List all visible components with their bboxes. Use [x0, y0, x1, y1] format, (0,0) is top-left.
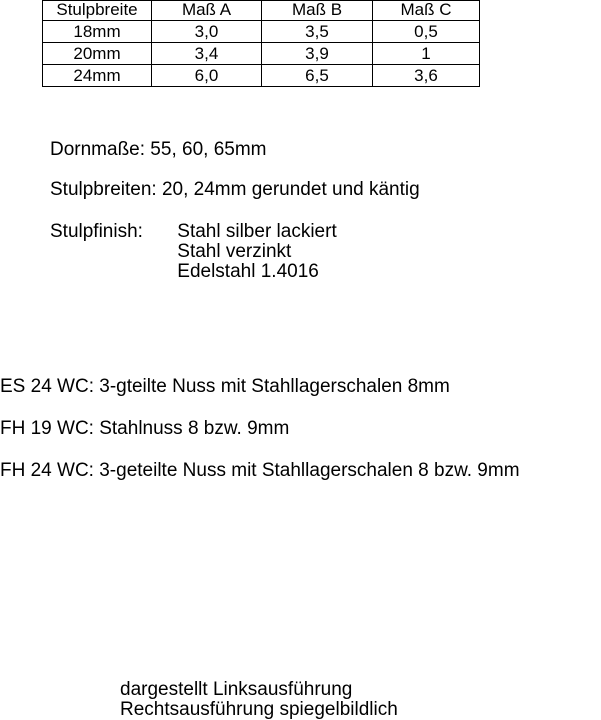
variant-line: FH 19 WC: Stahlnuss 8 bzw. 9mm: [0, 418, 290, 439]
table-header-row: [43, 1, 480, 21]
dimension-table: [42, 0, 480, 87]
table-cell: 1: [373, 43, 480, 65]
column-header: Stulpbreite: [43, 1, 152, 21]
stulpfinish-value: Stahl silber lackiert: [177, 221, 337, 242]
stulpfinish-label: Stulpfinish:: [50, 221, 143, 242]
table-cell: 3,5: [262, 21, 373, 43]
variant-line: FH 24 WC: 3-geteilte Nuss mit Stahllagerschalen 8 bzw. 9mm: [0, 460, 520, 481]
table-cell: 3,9: [262, 43, 373, 65]
table-cell: 3,0: [152, 21, 262, 43]
column-header: Maß A: [152, 1, 262, 21]
table-cell: 6,0: [152, 65, 262, 87]
dornmasse-text: Dornmaße: 55, 60, 65mm: [50, 139, 267, 160]
table-cell: 3,4: [152, 43, 262, 65]
table-cell: 3,6: [373, 65, 480, 87]
table-cell: 18mm: [43, 21, 152, 43]
column-header: Maß B: [262, 1, 373, 21]
variant-line: ES 24 WC: 3-gteilte Nuss mit Stahllagerschalen 8mm: [0, 376, 450, 397]
orientation-note: [120, 680, 398, 720]
note-line: dargestellt Linksausführung: [120, 679, 353, 700]
table-cell: 24mm: [43, 65, 152, 87]
note-line: Rechtsausführung spiegelbildlich: [120, 699, 398, 720]
table-cell: 20mm: [43, 43, 152, 65]
stulpfinish-values: [177, 222, 336, 282]
table-cell: 6,5: [262, 65, 373, 87]
table-row: [43, 21, 480, 43]
stulpfinish-block: [50, 222, 337, 282]
table-cell: 0,5: [373, 21, 480, 43]
column-header: Maß C: [373, 1, 480, 21]
table-row: [43, 43, 480, 65]
table-row: [43, 65, 480, 87]
stulpfinish-value: Stahl verzinkt: [177, 241, 292, 262]
stulpfinish-value: Edelstahl 1.4016: [177, 261, 319, 282]
stulpbreiten-text: Stulpbreiten: 20, 24mm gerundet und käntig: [50, 179, 420, 200]
